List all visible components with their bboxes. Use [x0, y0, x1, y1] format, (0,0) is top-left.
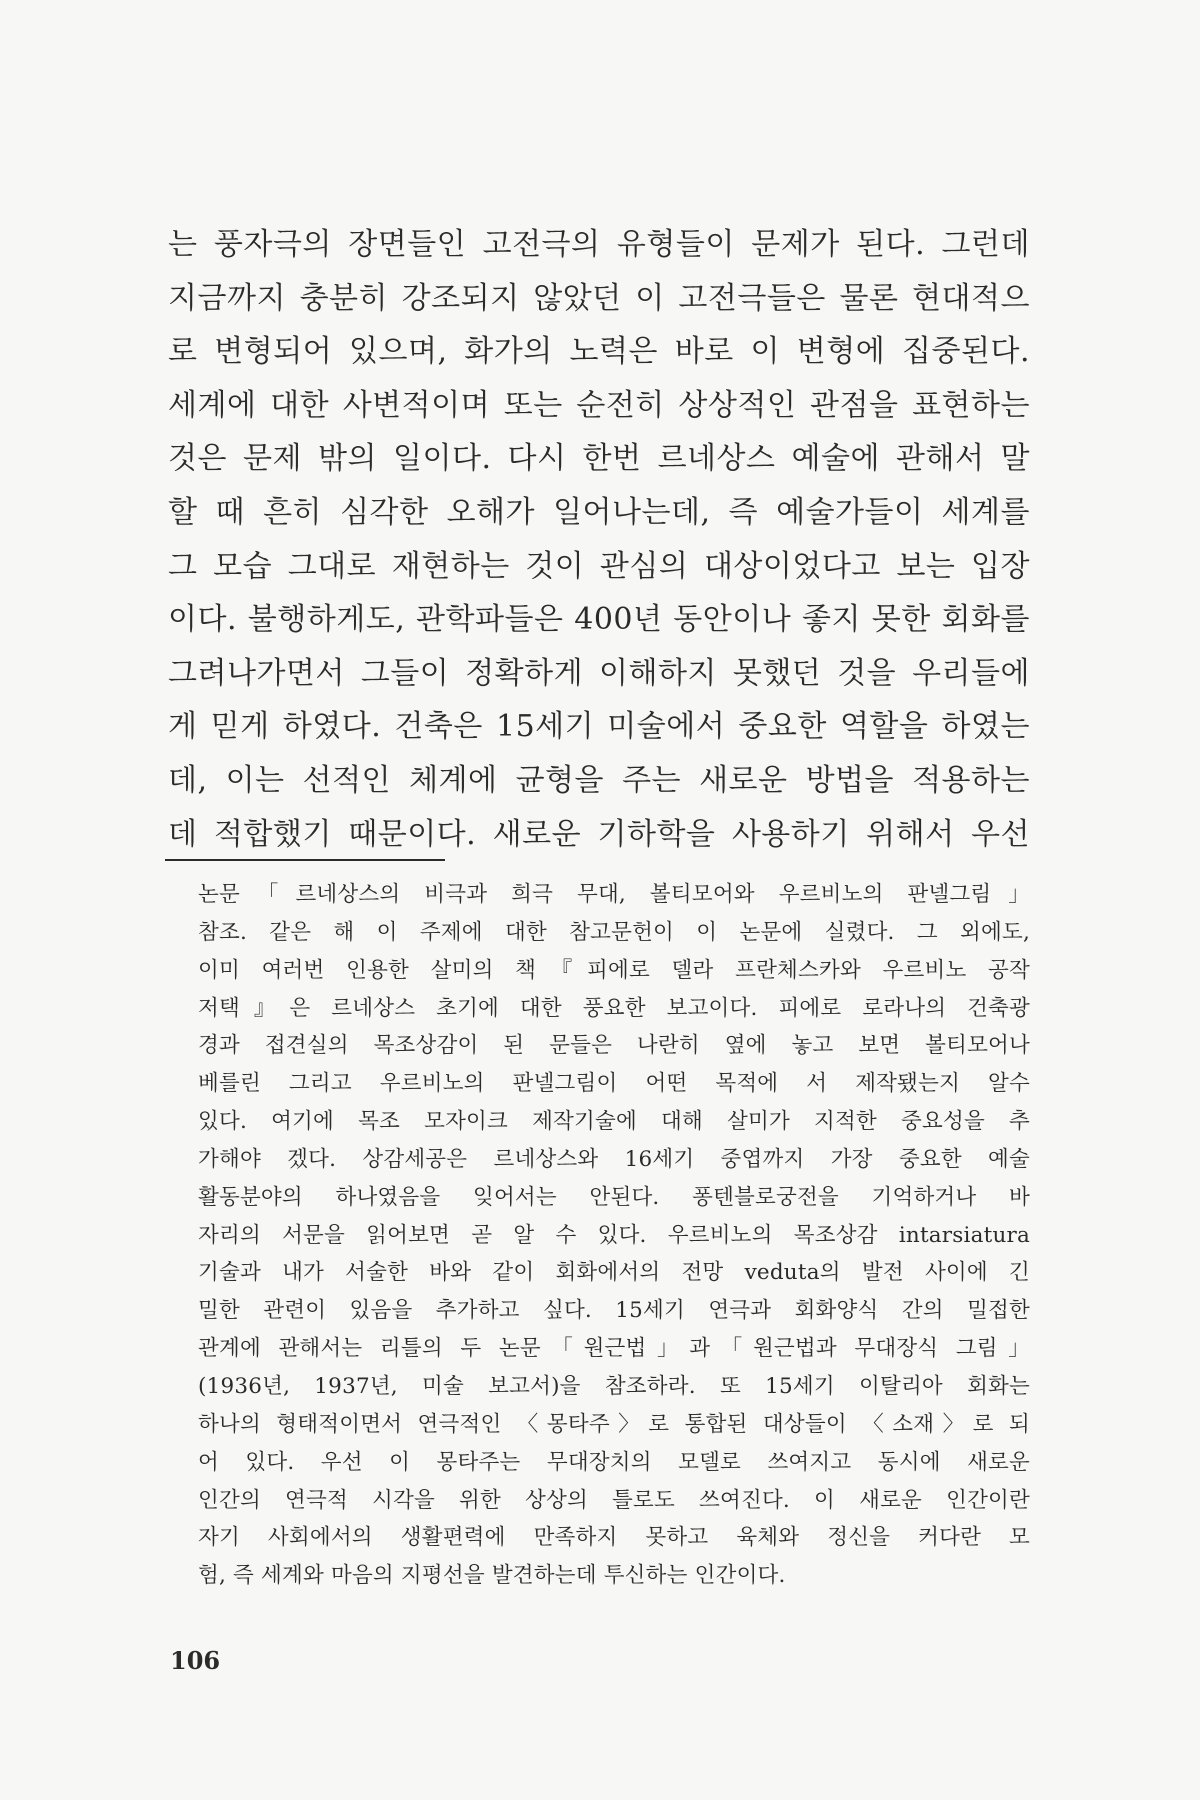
footnote-line: 참조. 같은 해 이 주제에 대한 참고문헌이 이 논문에 실렸다. 그 외에도, — [198, 919, 1030, 945]
footnote-line: 험, 즉 세계와 마음의 지평선을 발견하는데 투신하는 인간이다. — [198, 1563, 786, 1589]
body-line: 데, 이는 선적인 체계에 균형을 주는 새로운 방법을 적용하는 — [168, 762, 1030, 798]
footnote-line: 베를린 그리고 우르비노의 판넬그림이 어떤 목적에 서 제작됐는지 알수 — [198, 1071, 1030, 1097]
footnote-separator — [165, 859, 445, 861]
body-line: 그려나가면서 그들이 정확하게 이해하지 못했던 것을 우리들에 — [168, 655, 1030, 691]
body-line: 이다. 불행하게도, 관학파들은 400년 동안이나 좋지 못한 회화를 — [168, 602, 1030, 638]
footnote-line: 기술과 내가 서술한 바와 같이 회화에서의 전망 veduta의 발전 사이에 긴 — [198, 1260, 1030, 1286]
footnote-line: 저택』은 르네상스 초기에 대한 풍요한 보고이다. 피에로 로라나의 건축광 — [198, 995, 1030, 1021]
footnote-line: 가해야 겠다. 상감세공은 르네상스와 16세기 중엽까지 가장 중요한 예술 — [198, 1146, 1030, 1172]
footnote-line: 경과 접견실의 목조상감이 된 문들은 나란히 옆에 놓고 보면 볼티모어나 — [198, 1033, 1030, 1059]
footnote-line: 하나의 형태적이면서 연극적인 〈몽타주〉로 통합된 대상들이 〈소재〉로 되 — [198, 1411, 1030, 1437]
footnote — [198, 876, 1030, 1595]
footnote-line: 밀한 관련이 있음을 추가하고 싶다. 15세기 연극과 회화양식 간의 밀접한 — [198, 1298, 1030, 1324]
body-line: 는 풍자극의 장면들인 고전극의 유형들이 문제가 된다. 그런데 — [168, 227, 1030, 262]
body-line: 게 믿게 하였다. 건축은 15세기 미술에서 중요한 역할을 하였는 — [168, 709, 1030, 745]
body-line: 할 때 흔히 심각한 오해가 일어나는데, 즉 예술가들이 세계를 — [168, 494, 1030, 530]
body-line: 세계에 대한 사변적이며 또는 순전히 상상적인 관점을 표현하는 — [168, 387, 1030, 423]
footnote-line: 활동분야의 하나였음을 잊어서는 안된다. 퐁텐블로궁전을 기억하거나 바 — [198, 1184, 1030, 1210]
footnote-line: 자기 사회에서의 생활편력에 만족하지 못하고 육체와 정신을 커다란 모 — [198, 1525, 1030, 1551]
footnote-line: 어 있다. 우선 이 몽타주는 무대장치의 모델로 쓰여지고 동시에 새로운 — [198, 1449, 1030, 1475]
footnote-line: (1936년, 1937년, 미술 보고서)을 참조하라. 또 15세기 이탈리아 회화는 — [198, 1373, 1030, 1399]
footnote-line: 인간의 연극적 시각을 위한 상상의 틀로도 쓰여진다. 이 새로운 인간이란 — [198, 1487, 1030, 1513]
footnote-line: 논문「르네상스의 비극과 희극 무대, 볼티모어와 우르비노의 판넬그림」 — [198, 882, 1030, 907]
body-line: 데 적합했기 때문이다. 새로운 기하학을 사용하기 위해서 우선 — [168, 816, 1030, 852]
page-number: 106 — [170, 1646, 221, 1675]
body-text — [168, 218, 1030, 861]
footnote-line: 이미 여러번 인용한 살미의 책『피에로 델라 프란체스카와 우르비노 공작 — [198, 957, 1030, 983]
footnote-line: 관계에 관해서는 리틀의 두 논문「원근법」과「원근법과 무대장식 그림」 — [198, 1336, 1030, 1362]
footnote-line: 있다. 여기에 목조 모자이크 제작기술에 대해 살미가 지적한 중요성을 추 — [198, 1109, 1030, 1135]
footnote-line: 자리의 서문을 읽어보면 곧 알 수 있다. 우르비노의 목조상감 intarsiatura — [198, 1222, 1030, 1248]
body-line: 로 변형되어 있으며, 화가의 노력은 바로 이 변형에 집중된다. — [168, 334, 1030, 370]
body-line: 것은 문제 밖의 일이다. 다시 한번 르네상스 예술에 관해서 말 — [168, 441, 1030, 477]
body-line: 그 모습 그대로 재현하는 것이 관심의 대상이었다고 보는 입장 — [168, 548, 1030, 584]
body-line: 지금까지 충분히 강조되지 않았던 이 고전극들은 물론 현대적으 — [168, 280, 1030, 316]
